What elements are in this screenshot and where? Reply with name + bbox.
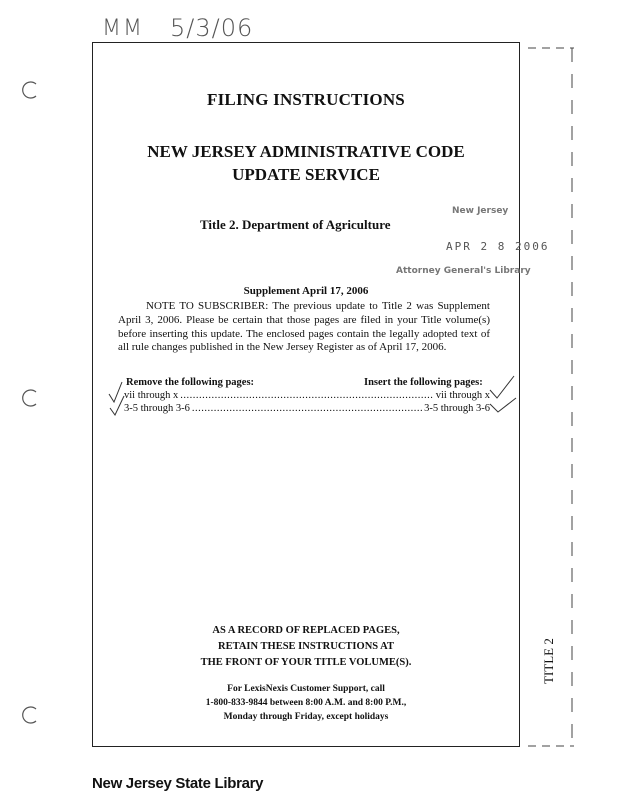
- stamp-library: Attorney General's Library: [396, 266, 531, 276]
- supplement-date: Supplement April 17, 2006: [243, 285, 369, 297]
- insert-pages: vii through x: [435, 390, 490, 401]
- checkmark-icon: [108, 378, 128, 418]
- binder-hole-icon: [22, 388, 42, 408]
- stamp-date: APR 2 8 2006: [446, 240, 550, 253]
- remove-header: Remove the following pages:: [126, 377, 255, 388]
- binder-hole-icon: [22, 80, 42, 100]
- binder-hole-icon: [22, 705, 42, 725]
- leader-dots: [192, 403, 422, 414]
- support-line: 1-800-833-9844 between 8:00 A.M. and 8:00 P.M.,: [205, 698, 407, 708]
- insert-pages: 3-5 through 3-6: [424, 403, 490, 414]
- library-stamp: New Jersey State Library: [92, 775, 264, 792]
- note-to-subscriber: NOTE TO SUBSCRIBER: The previous update to Title 2 was Supplement April 3, 2006. Please be certain that those pages are filed in your Title volume(s) before inserting this update. The enclosed pages contain the legally adopted text of all rule changes published in the New Jersey Register as of April 17, 2006.: [118, 300, 490, 354]
- handwritten-initials: MM: [102, 16, 144, 41]
- insert-header: Insert the following pages:: [364, 377, 483, 388]
- customer-support: [92, 682, 520, 724]
- handwritten-date: 5/3/06: [170, 14, 254, 42]
- retain-line: THE FRONT OF YOUR TITLE VOLUME(S).: [200, 657, 412, 668]
- retain-line: AS A RECORD OF REPLACED PAGES,: [212, 625, 400, 636]
- subtitle-line: NEW JERSEY ADMINISTRATIVE CODE: [147, 142, 465, 161]
- support-line: Monday through Friday, except holidays: [223, 712, 389, 722]
- page-title: FILING INSTRUCTIONS: [207, 90, 405, 109]
- retain-notice: [92, 623, 520, 671]
- remove-pages: vii through x: [124, 390, 179, 401]
- remove-pages: 3-5 through 3-6: [124, 403, 190, 414]
- tab-label: TITLE 2: [541, 638, 556, 684]
- title-line: Title 2. Department of Agriculture: [200, 217, 391, 232]
- support-line: For LexisNexis Customer Support, call: [227, 684, 385, 694]
- checkmark-icon: [488, 374, 518, 418]
- leader-dots: [180, 390, 434, 401]
- subtitle-line: UPDATE SERVICE: [232, 165, 380, 184]
- retain-line: RETAIN THESE INSTRUCTIONS AT: [218, 641, 394, 652]
- stamp-state: New Jersey: [452, 206, 509, 216]
- table-row: [118, 390, 490, 401]
- page-subtitle: [92, 140, 520, 186]
- table-row: [118, 403, 490, 414]
